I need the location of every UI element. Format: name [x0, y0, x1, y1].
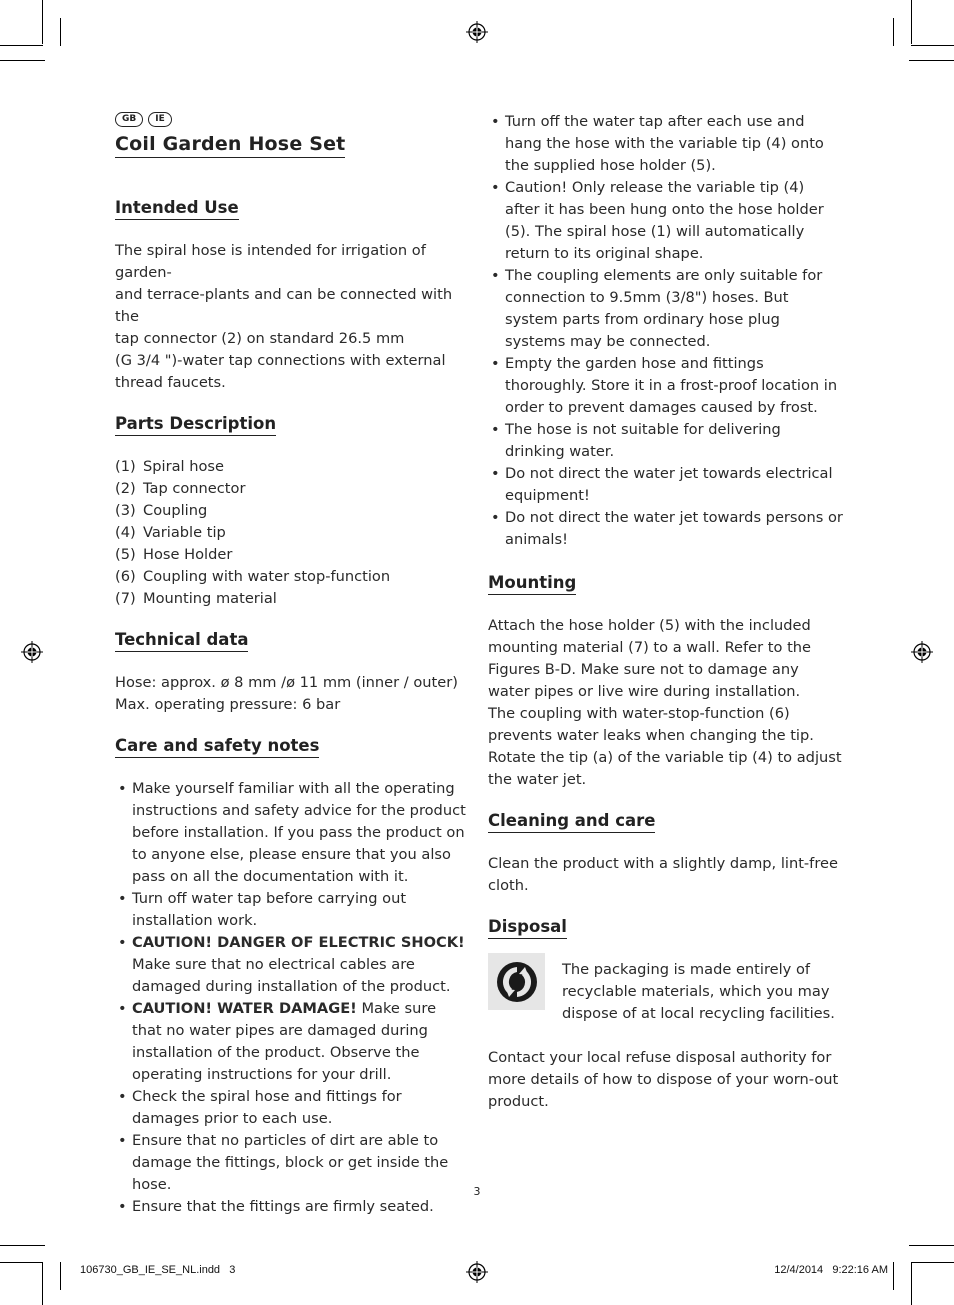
- part-label: Variable tip: [143, 524, 226, 541]
- crop-mark: [60, 1262, 61, 1290]
- list-item: [115, 932, 470, 998]
- cleaning-section: [488, 811, 843, 897]
- list-item: • Do not direct the water jet towards persons or animals!: [488, 507, 843, 551]
- crop-mark: [911, 1262, 954, 1263]
- registration-mark-icon: [466, 1261, 488, 1283]
- bullet-text: Check the spiral hose and fittings for damages prior to each use.: [132, 1088, 402, 1127]
- bullet-text: Make sure that no electrical cables are damaged during installation of the product.: [132, 956, 451, 995]
- list-item: • The coupling elements are only suitable for connection to 9.5mm (3/8") hoses. But system parts from ordinary hose plug systems may be connected.: [488, 265, 843, 353]
- crop-mark: [909, 1245, 954, 1246]
- crop-mark: [42, 0, 43, 44]
- mounting-section: [488, 573, 843, 791]
- footer-timestamp: 12/4/2014 9:22:16 AM: [774, 1264, 888, 1276]
- crop-mark: [911, 45, 954, 46]
- part-label: Coupling: [143, 502, 208, 519]
- part-number: (1): [115, 458, 136, 475]
- page-number: 3: [473, 1185, 481, 1198]
- intended-use-text: [115, 240, 470, 394]
- warning-text: CAUTION! WATER DAMAGE!: [132, 1000, 357, 1017]
- bullet-text: Ensure that the fittings are firmly seated.: [132, 1198, 434, 1215]
- part-label: Coupling with water stop-function: [143, 568, 391, 585]
- list-item: [115, 1086, 470, 1130]
- part-number: (2): [115, 480, 136, 497]
- technical-line: Max. operating pressure: 6 bar: [115, 696, 341, 713]
- list-item: [115, 588, 470, 610]
- text-line: (G 3/4 ")-water tap connections with external: [115, 352, 446, 369]
- list-item: • Do not direct the water jet towards electrical equipment!: [488, 463, 843, 507]
- crop-mark: [0, 1245, 45, 1246]
- crop-mark: [911, 0, 912, 44]
- warning-text: CAUTION! DANGER OF ELECTRIC SHOCK!: [132, 934, 465, 951]
- language-badges: [115, 112, 470, 127]
- crop-mark: [0, 45, 43, 46]
- technical-heading: Technical data: [115, 630, 248, 652]
- text-line: thread faucets.: [115, 374, 226, 391]
- part-number: (7): [115, 590, 136, 607]
- part-label: Mounting material: [143, 590, 277, 607]
- footer-filename: 106730_GB_IE_SE_NL.indd 3: [80, 1264, 236, 1276]
- crop-mark: [893, 18, 894, 46]
- list-item: [115, 522, 470, 544]
- language-badge-ie: IE: [148, 112, 172, 127]
- list-item: [115, 478, 470, 500]
- care-bullet-list-continued: [488, 111, 843, 551]
- parts-section: [115, 414, 470, 610]
- list-item: • Turn off the water tap after each use and hang the hose with the variable tip (4) onto the supplied hose holder (5).: [488, 111, 843, 177]
- text-line: The spiral hose is intended for irrigation of garden-: [115, 242, 426, 281]
- part-number: (4): [115, 524, 136, 541]
- language-badge-gb: GB: [115, 112, 143, 127]
- text-line: and terrace-plants and can be connected with the: [115, 286, 453, 325]
- part-number: (3): [115, 502, 136, 519]
- crop-mark: [0, 60, 45, 61]
- registration-mark-icon: [911, 641, 933, 663]
- disposal-packaging-text: The packaging is made entirely of recyclable materials, which you may dispose of at local recycling facilities.: [562, 961, 835, 1022]
- list-item: • Empty the garden hose and fittings thoroughly. Store it in a frost-proof location in order to prevent damages caused by frost.: [488, 353, 843, 419]
- list-item: [115, 1196, 470, 1218]
- list-item: • Caution! Only release the variable tip (4) after it has been hung onto the hose holder (5). The spiral hose (1) will automatically return to its original shape.: [488, 177, 843, 265]
- technical-line: Hose: approx. ø 8 mm /ø 11 mm (inner / outer): [115, 674, 458, 691]
- intended-use-section: [115, 198, 470, 394]
- crop-mark: [60, 18, 61, 46]
- crop-mark: [911, 1262, 912, 1305]
- text-line: tap connector (2) on standard 26.5 mm: [115, 330, 405, 347]
- crop-mark: [0, 1262, 43, 1263]
- list-item: • The hose is not suitable for delivering drinking water.: [488, 419, 843, 463]
- list-item: [115, 544, 470, 566]
- part-number: (6): [115, 568, 136, 585]
- list-item: [115, 998, 470, 1086]
- registration-mark-icon: [21, 641, 43, 663]
- mounting-heading: Mounting: [488, 573, 576, 595]
- technical-section: [115, 630, 470, 716]
- recycling-symbol-icon: [488, 953, 545, 1010]
- mounting-paragraph: Attach the hose holder (5) with the included mounting material (7) to a wall. Refer to the Figures B-D. Make sure not to damage any water pipes or live wire during installation.: [488, 617, 812, 700]
- list-item: [115, 566, 470, 588]
- list-item: [115, 500, 470, 522]
- part-label: Hose Holder: [143, 546, 233, 563]
- part-number: (5): [115, 546, 136, 563]
- crop-mark: [42, 1262, 43, 1305]
- bullet-text: Turn off water tap before carrying out installation work.: [132, 890, 407, 929]
- parts-list: [115, 456, 470, 610]
- registration-mark-icon: [466, 21, 488, 43]
- left-column: [115, 112, 470, 1238]
- care-heading: Care and safety notes: [115, 736, 319, 758]
- bullet-text: Ensure that no particles of dirt are able to damage the fittings, block or get inside the hose.: [132, 1132, 449, 1193]
- disposal-packaging-row: [488, 959, 843, 1025]
- cleaning-heading: Cleaning and care: [488, 811, 655, 833]
- green-dot-icon: [495, 960, 539, 1004]
- crop-mark: [909, 60, 954, 61]
- care-section: [115, 736, 470, 1218]
- part-label: Spiral hose: [143, 458, 224, 475]
- right-column: [488, 111, 843, 1133]
- mounting-paragraph: The coupling with water-stop-function (6) prevents water leaks when changing the tip. Rotate the tip (a) of the variable tip (4) to adjust the water jet.: [488, 705, 842, 788]
- document-title: Coil Garden Hose Set: [115, 133, 345, 158]
- bullet-text: Make sure that no water pipes are damaged during installation of the product. Observe the operating instructions for your drill.: [132, 1000, 437, 1083]
- crop-mark: [893, 1262, 894, 1290]
- list-item: [115, 456, 470, 478]
- care-bullet-list: [115, 778, 470, 1218]
- list-item: [115, 778, 470, 888]
- list-item: [115, 888, 470, 932]
- parts-heading: Parts Description: [115, 414, 276, 436]
- cleaning-paragraph: Clean the product with a slightly damp, lint-free cloth.: [488, 855, 838, 894]
- bullet-text: Make yourself familiar with all the operating instructions and safety advice for the product before installation. If you pass the product on to anyone else, please ensure that you also pass on all the documentation with it.: [132, 780, 466, 885]
- disposal-contact-text: Contact your local refuse disposal authority for more details of how to dispose of your worn-out product.: [488, 1049, 839, 1110]
- part-label: Tap connector: [143, 480, 246, 497]
- intended-use-heading: Intended Use: [115, 198, 239, 220]
- disposal-section: [488, 917, 843, 1113]
- disposal-heading: Disposal: [488, 917, 567, 939]
